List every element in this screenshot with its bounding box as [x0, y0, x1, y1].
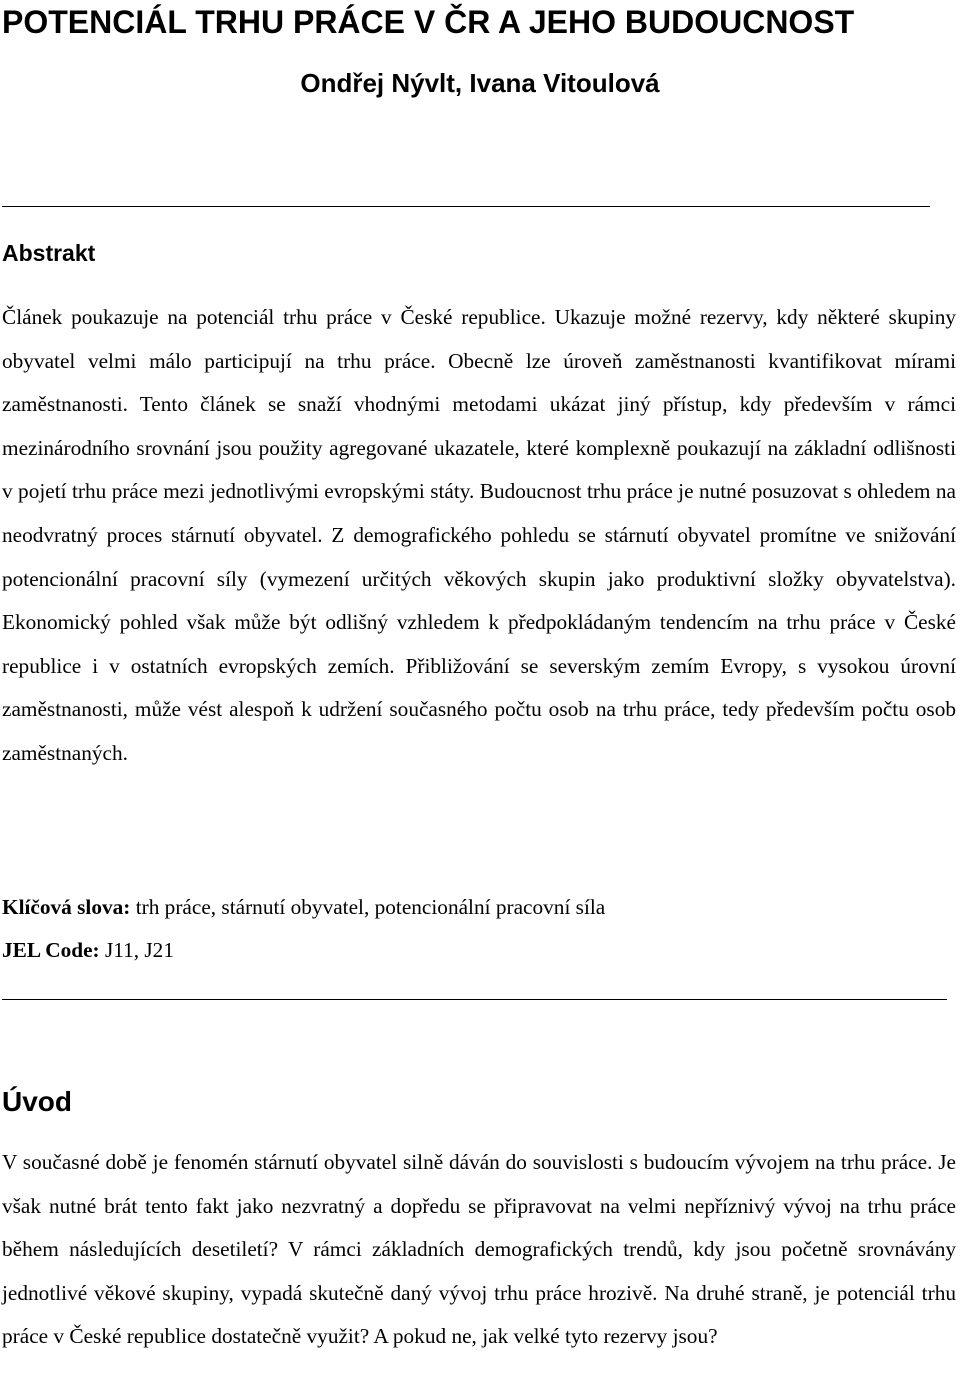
abstract-text: Článek poukazuje na potenciál trhu práce v České republice. Ukazuje možné rezervy, kdy některé skupiny obyvatel velmi málo participují na trhu práce. Obecně lze úroveň zaměstnanosti kvantifikovat mírami zaměstnanosti. Tento článek se snaží vhodnými metodami ukázat jiný přístup, kdy především v rámci mezinárodního srovnání jsou použity agregované ukazatele, které komplexně poukazují na základní odlišnosti v pojetí trhu práce mezi jednotlivými evropskými státy. Budoucnost trhu práce je nutné posuzovat s ohledem na neodvratný proces stárnutí obyvatel. Z demografického pohledu se stárnutí obyvatel promítne ve snižování potencionální pracovní síly (vymezení určitých věkových skupin jako produktivní složky obyvatelstva). Ekonomický pohled však může být odlišný vzhledem k předpokládaným tendencím na trhu práce v České republice i v ostatních evropských zemích. Přibližování se severským zemím Evropy, s vysokou úrovní zaměstnanosti, může vést alespoň k udržení současného počtu osob na trhu práce, tedy především počtu osob zaměstnaných. [2, 305, 956, 765]
paper-title: POTENCIÁL TRHU PRÁCE V ČR A JEHO BUDOUCNOST [2, 4, 855, 40]
introduction-text: V současné době je fenomén stárnutí obyvatel silně dáván do souvislosti s budoucím vývojem na trhu práce. Je však nutné brát tento fakt jako nezvratný a dopředu se připravovat na velmi nepříznivý vývoj na trhu práce během následujících desetiletí? V rámci základních demografických trendů, kdy jsou početně srovnávány jednotlivé věkové skupiny, vypadá skutečně daný vývoj trhu práce hrozivě. Na druhé straně, je potenciál trhu práce v České republice dostatečně využit? A pokud ne, jak velké tyto rezervy jsou? [2, 1150, 956, 1349]
keywords-line [2, 892, 605, 922]
jel-code-label: JEL Code: [2, 938, 100, 962]
bottom-divider [2, 999, 947, 1000]
paper-authors: Ondřej Nývlt, Ivana Vitoulová [300, 68, 660, 98]
top-divider [2, 206, 930, 207]
keywords-value: trh práce, stárnutí obyvatel, potencionální pracovní síla [130, 895, 606, 919]
jel-code-line [2, 935, 174, 965]
keywords-label: Klíčová slova: [2, 895, 131, 919]
introduction-heading: Úvod [2, 1086, 72, 1117]
jel-code-value: J11, J21 [99, 938, 174, 962]
abstract-heading: Abstrakt [2, 240, 96, 266]
